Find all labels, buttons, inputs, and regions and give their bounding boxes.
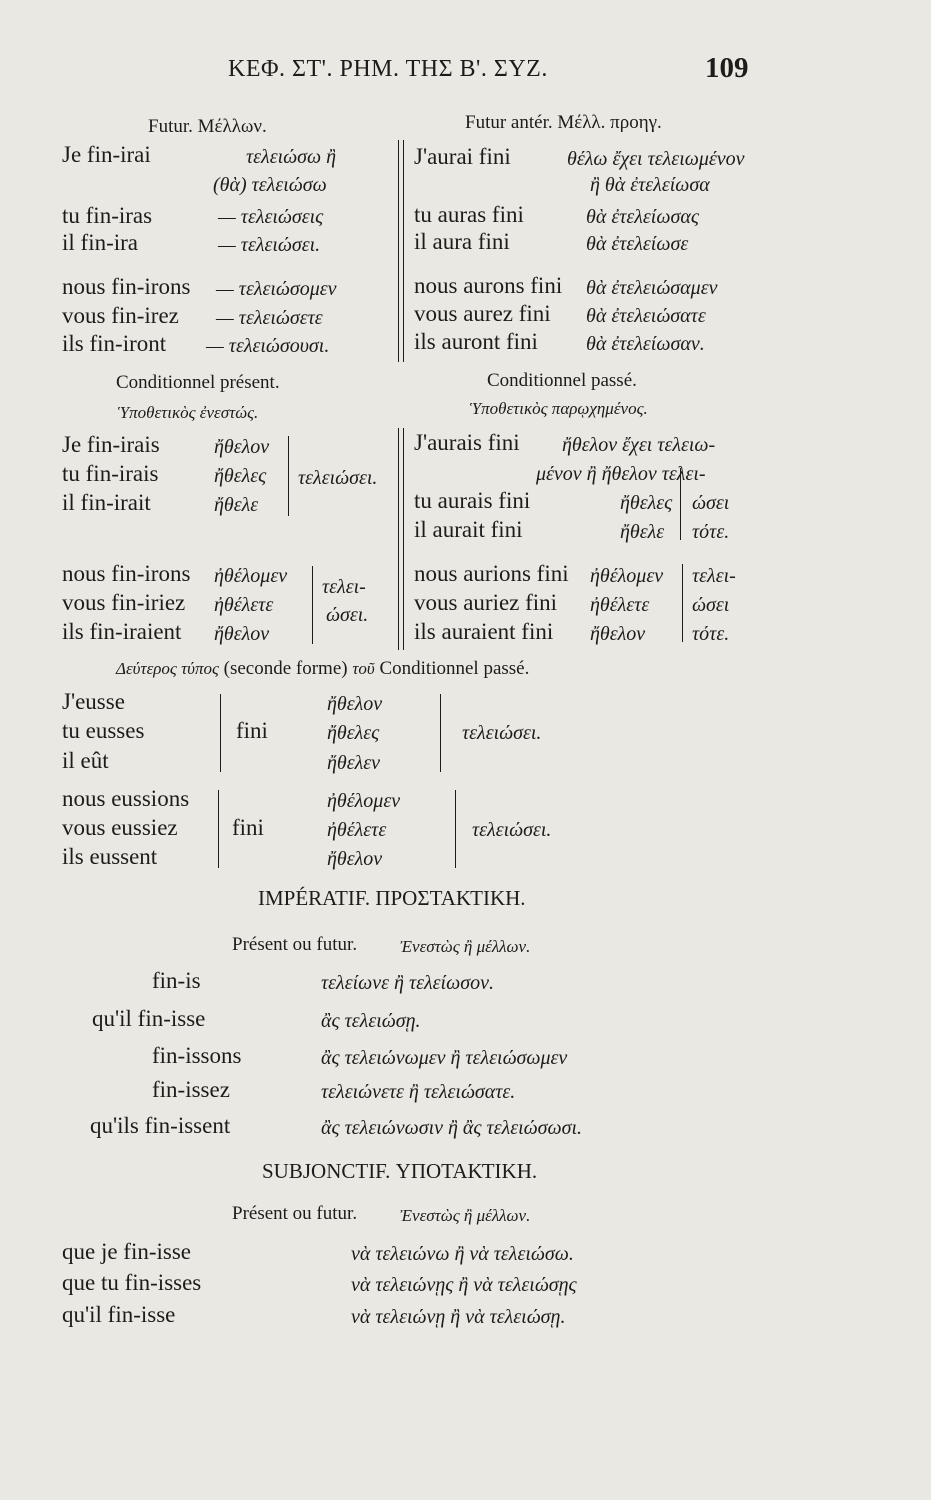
futur-gr-1b: (θὰ) τελειώσω — [213, 174, 327, 196]
futur-gr-1: τελειώσω ἢ — [246, 146, 336, 168]
futur-ant-gr-4: θὰ ἐτελειώσαμεν — [586, 277, 718, 299]
futur-fr-4: nous fin-irons — [62, 274, 191, 299]
imp-gr-1: τελείωνε ἢ τελείωσον. — [321, 972, 494, 994]
seconde-forme-fr-tail: Conditionnel passé. — [379, 658, 530, 679]
imp-fr-4: fin-issez — [152, 1077, 230, 1102]
cond-passe-fr-2: tu aurais fini — [414, 488, 531, 513]
sf-aux-5: ἠθέλετε — [327, 819, 387, 841]
heading-imperatif: IMPÉRATIF. ΠΡΟΣΤΑΚΤΙΚΗ. — [258, 886, 526, 910]
heading-subjonctif: SUBJONCTIF. ΥΠΟΤΑΚΤΙΚΗ. — [262, 1159, 538, 1183]
brace-sf-4 — [455, 790, 456, 868]
cond-passe-aux-2: ἤθελες — [620, 492, 673, 514]
cond-passe-verb-3: τότε. — [692, 521, 730, 543]
futur-ant-fr-4: nous aurons fini — [414, 273, 563, 298]
futur-ant-gr-2: θὰ ἐτελείωσας — [586, 206, 699, 228]
sf-fr-1: J'eusse — [62, 689, 125, 714]
futur-ant-gr-1b: ἢ θὰ ἐτελείωσα — [590, 174, 710, 196]
heading-imperatif-sub: Présent ou futur. — [232, 934, 358, 955]
column-divider-1b — [403, 140, 404, 362]
sf-fr-5: vous eussiez — [62, 815, 178, 840]
futur-ant-gr-1: θέλω ἔχει τελειωμένον — [567, 148, 745, 170]
heading-cond-passe-gr: Ὑποθετικὸς παρῳχημένος. — [470, 399, 648, 418]
futur-ant-fr-6: ils auront fini — [414, 329, 538, 354]
brace-sf-3 — [218, 790, 219, 868]
sf-fini-1: fini — [236, 718, 268, 743]
running-title: ΚΕΦ. ΣΤ'. ΡΗΜ. ΤΗΣ Β'. ΣΥΖ. — [228, 56, 548, 82]
sf-aux-1: ἤθελον — [327, 693, 383, 715]
cond-passe-verb-2: ώσει — [692, 492, 730, 514]
cond-passe-fr-4: nous aurions fini — [414, 561, 569, 586]
cond-pres-verb-2a: τελει- — [322, 576, 366, 598]
cond-pres-aux-5: ἠθέλετε — [214, 594, 274, 616]
cond-passe-aux-3: ἤθελε — [620, 521, 665, 543]
futur-gr-4: — τελειώσομεν — [216, 278, 337, 300]
cond-pres-aux-3: ἤθελε — [214, 494, 259, 516]
imp-gr-5: ἂς τελειώνωσιν ἢ ἂς τελειώσωσι. — [321, 1117, 583, 1139]
imp-fr-2: qu'il fin-isse — [92, 1006, 206, 1031]
futur-fr-1: Je fin-irai — [62, 142, 151, 167]
sf-aux-4: ἠθέλομεν — [327, 790, 401, 812]
cond-pres-fr-1: Je fin-irais — [62, 432, 160, 457]
column-divider-2b — [403, 428, 404, 650]
futur-ant-gr-6: θὰ ἐτελείωσαν. — [586, 333, 705, 355]
cond-pres-aux-6: ἤθελον — [214, 623, 270, 645]
heading-cond-passe: Conditionnel passé. — [487, 370, 637, 391]
futur-ant-fr-1: J'aurai fini — [414, 144, 511, 169]
cond-pres-fr-2: tu fin-irais — [62, 461, 159, 486]
sf-aux-6: ἤθελον — [327, 848, 383, 870]
sf-aux-3: ἤθελεν — [327, 752, 381, 774]
futur-gr-5: — τελειώσετε — [216, 307, 323, 329]
cond-pres-aux-1: ἤθελον — [214, 436, 270, 458]
sf-fr-6: ils eussent — [62, 844, 158, 869]
sf-aux-2: ἤθελες — [327, 722, 380, 744]
column-divider-2 — [398, 428, 399, 650]
cond-pres-aux-4: ἠθέλομεν — [214, 565, 288, 587]
cond-pres-verb-1: τελειώσει. — [298, 467, 378, 489]
brace-cond-passe-1 — [680, 468, 681, 540]
subj-gr-3: νὰ τελειώνῃ ἢ νὰ τελειώσῃ. — [351, 1306, 566, 1328]
sf-verb-2: τελειώσει. — [472, 819, 552, 841]
futur-ant-fr-2: tu auras fini — [414, 202, 524, 227]
sf-fini-2: fini — [232, 815, 264, 840]
heading-imperatif-sub-gr: Ἐνεστὼς ἢ μέλλων. — [400, 937, 531, 956]
subj-gr-1: νὰ τελειώνω ἢ νὰ τελειώσω. — [351, 1243, 574, 1265]
cond-passe-aux-4: ἠθέλομεν — [590, 565, 664, 587]
seconde-forme-fr: (seconde forme) — [223, 658, 348, 679]
page-number: 109 — [705, 52, 749, 84]
cond-passe-verb-6: τότε. — [692, 623, 730, 645]
imp-gr-2: ἂς τελειώσῃ. — [321, 1010, 421, 1032]
imp-fr-5: qu'ils fin-issent — [90, 1113, 231, 1138]
heading-cond-present: Conditionnel présent. — [116, 372, 280, 393]
sf-fr-3: il eût — [62, 748, 109, 773]
imp-gr-4: τελειώνετε ἢ τελειώσατε. — [321, 1081, 516, 1103]
brace-sf-1 — [220, 694, 221, 772]
imp-fr-1: fin-is — [152, 968, 201, 993]
cond-passe-aux-5: ἠθέλετε — [590, 594, 650, 616]
seconde-forme-gr-b: τοῦ — [352, 659, 375, 678]
futur-gr-2: — τελειώσεις — [218, 206, 324, 228]
heading-subjonctif-sub: Présent ou futur. — [232, 1203, 358, 1224]
cond-passe-gr-1: ἤθελον ἔχει τελειω- — [562, 434, 716, 456]
subj-fr-1: que je fin-isse — [62, 1239, 192, 1264]
cond-pres-fr-3: il fin-irait — [62, 490, 151, 515]
cond-passe-aux-6: ἤθελον — [590, 623, 646, 645]
heading-cond-present-gr: Ὑποθετικὸς ἐνεστώς. — [118, 403, 259, 422]
futur-gr-6: — τελειώσουσι. — [206, 335, 330, 357]
futur-fr-2: tu fin-iras — [62, 203, 153, 228]
heading-seconde-forme — [116, 656, 529, 682]
heading-futur-anterieur: Futur antér. Μέλλ. προηγ. — [465, 112, 662, 133]
cond-pres-fr-5: vous fin-iriez — [62, 590, 186, 615]
seconde-forme-gr-a: Δεύτερος τύπος — [116, 659, 219, 678]
sf-verb-1: τελειώσει. — [462, 722, 542, 744]
sf-fr-4: nous eussions — [62, 786, 190, 811]
imp-gr-3: ἂς τελειώνωμεν ἢ τελειώσωμεν — [321, 1047, 568, 1069]
futur-fr-6: ils fin-iront — [62, 331, 167, 356]
subj-fr-2: que tu fin-isses — [62, 1270, 202, 1295]
futur-fr-3: il fin-ira — [62, 230, 138, 255]
futur-ant-fr-3: il aura fini — [414, 229, 510, 254]
sf-fr-2: tu eusses — [62, 718, 145, 743]
heading-futur: Futur. Μέλλων. — [148, 116, 267, 137]
cond-passe-fr-3: il aurait fini — [414, 517, 523, 542]
cond-pres-fr-6: ils fin-iraient — [62, 619, 182, 644]
brace-cond-passe-2 — [682, 564, 683, 642]
subj-gr-2: νὰ τελειώνῃς ἢ νὰ τελειώσῃς — [351, 1274, 577, 1296]
brace-cond-pres-1 — [282, 436, 289, 516]
running-header — [0, 52, 931, 92]
cond-pres-verb-2b: ώσει. — [326, 604, 369, 626]
column-divider-1 — [398, 140, 399, 362]
futur-ant-gr-5: θὰ ἐτελειώσατε — [586, 305, 706, 327]
futur-ant-fr-5: vous aurez fini — [414, 301, 551, 326]
brace-cond-pres-2 — [312, 566, 313, 644]
cond-passe-gr-1b: μένον ἢ ἤθελον τελει- — [536, 463, 706, 485]
cond-passe-verb-4: τελει- — [692, 565, 736, 587]
futur-gr-3: — τελειώσει. — [218, 234, 321, 256]
brace-sf-2 — [434, 694, 441, 772]
cond-passe-fr-1: J'aurais fini — [414, 430, 520, 455]
subj-fr-3: qu'il fin-isse — [62, 1302, 176, 1327]
cond-pres-fr-4: nous fin-irons — [62, 561, 191, 586]
futur-ant-gr-3: θὰ ἐτελείωσε — [586, 233, 689, 255]
futur-fr-5: vous fin-irez — [62, 303, 179, 328]
heading-subjonctif-sub-gr: Ἐνεστὼς ἢ μέλλων. — [400, 1206, 531, 1225]
imp-fr-3: fin-issons — [152, 1043, 242, 1068]
cond-pres-aux-2: ἤθελες — [214, 465, 267, 487]
cond-passe-verb-5: ώσει — [692, 594, 730, 616]
cond-passe-fr-6: ils auraient fini — [414, 619, 554, 644]
cond-passe-fr-5: vous auriez fini — [414, 590, 558, 615]
